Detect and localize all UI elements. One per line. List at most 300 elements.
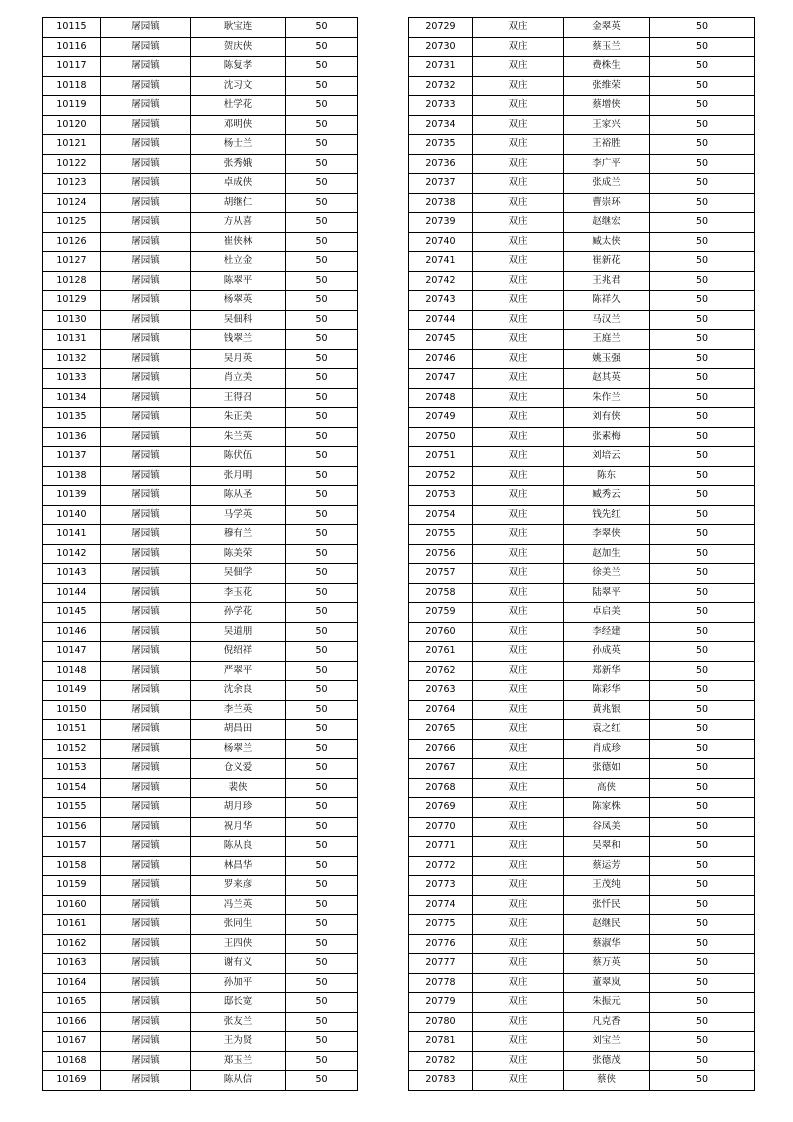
table-row: [409, 681, 755, 701]
name-cell: 蔡万英: [564, 954, 650, 974]
table-row: [409, 856, 755, 876]
amount-cell: 50: [650, 954, 755, 974]
amount-cell: 50: [286, 466, 358, 486]
id-cell: 20736: [409, 154, 473, 174]
id-cell: 10133: [43, 369, 101, 389]
town-cell: 双庄: [473, 720, 564, 740]
right-table-body: [409, 18, 755, 1091]
id-cell: 10128: [43, 271, 101, 291]
amount-cell: 50: [286, 837, 358, 857]
table-row: [409, 876, 755, 896]
id-cell: 20760: [409, 622, 473, 642]
name-cell: 刘宝兰: [564, 1032, 650, 1052]
amount-cell: 50: [650, 271, 755, 291]
town-cell: 屠园镇: [101, 895, 191, 915]
table-row: [43, 603, 358, 623]
left-table-body: [43, 18, 358, 1091]
name-cell: 崔新花: [564, 252, 650, 272]
name-cell: 贺庆侠: [191, 37, 286, 57]
name-cell: 孙成英: [564, 642, 650, 662]
town-cell: 双庄: [473, 895, 564, 915]
id-cell: 10137: [43, 447, 101, 467]
name-cell: 王裕胜: [564, 135, 650, 155]
name-cell: 王得召: [191, 388, 286, 408]
name-cell: 李玉花: [191, 583, 286, 603]
table-row: [43, 96, 358, 116]
table-row: [43, 57, 358, 77]
table-row: [43, 954, 358, 974]
town-cell: 屠园镇: [101, 856, 191, 876]
id-cell: 10152: [43, 739, 101, 759]
town-cell: 双庄: [473, 583, 564, 603]
town-cell: 双庄: [473, 135, 564, 155]
id-cell: 10130: [43, 310, 101, 330]
table-row: [409, 817, 755, 837]
id-cell: 20735: [409, 135, 473, 155]
id-cell: 20737: [409, 174, 473, 194]
name-cell: 郑玉兰: [191, 1051, 286, 1071]
name-cell: 胡月珍: [191, 798, 286, 818]
id-cell: 10117: [43, 57, 101, 77]
table-row: [409, 96, 755, 116]
id-cell: 10132: [43, 349, 101, 369]
table-row: [43, 661, 358, 681]
name-cell: 朱正美: [191, 408, 286, 428]
name-cell: 胡昌田: [191, 720, 286, 740]
town-cell: 屠园镇: [101, 408, 191, 428]
town-cell: 双庄: [473, 1051, 564, 1071]
name-cell: 李广平: [564, 154, 650, 174]
amount-cell: 50: [286, 1012, 358, 1032]
town-cell: 屠园镇: [101, 798, 191, 818]
id-cell: 20749: [409, 408, 473, 428]
amount-cell: 50: [650, 57, 755, 77]
town-cell: 屠园镇: [101, 388, 191, 408]
amount-cell: 50: [286, 330, 358, 350]
town-cell: 屠园镇: [101, 18, 191, 38]
name-cell: 张同生: [191, 915, 286, 935]
town-cell: 双庄: [473, 486, 564, 506]
table-row: [43, 798, 358, 818]
town-cell: 双庄: [473, 525, 564, 545]
table-row: [409, 1071, 755, 1091]
town-cell: 屠园镇: [101, 505, 191, 525]
amount-cell: 50: [286, 739, 358, 759]
name-cell: 黄兆银: [564, 700, 650, 720]
amount-cell: 50: [286, 954, 358, 974]
id-cell: 10157: [43, 837, 101, 857]
id-cell: 20740: [409, 232, 473, 252]
left-table: [42, 17, 358, 1091]
amount-cell: 50: [286, 544, 358, 564]
amount-cell: 50: [650, 232, 755, 252]
id-cell: 10115: [43, 18, 101, 38]
table-row: [409, 505, 755, 525]
amount-cell: 50: [650, 427, 755, 447]
name-cell: 陈彩华: [564, 681, 650, 701]
amount-cell: 50: [650, 369, 755, 389]
name-cell: 费株生: [564, 57, 650, 77]
table-row: [409, 1012, 755, 1032]
table-row: [43, 486, 358, 506]
town-cell: 屠园镇: [101, 466, 191, 486]
id-cell: 10139: [43, 486, 101, 506]
amount-cell: 50: [286, 271, 358, 291]
amount-cell: 50: [286, 193, 358, 213]
amount-cell: 50: [286, 681, 358, 701]
town-cell: 屠园镇: [101, 174, 191, 194]
town-cell: 屠园镇: [101, 37, 191, 57]
town-cell: 双庄: [473, 856, 564, 876]
amount-cell: 50: [286, 856, 358, 876]
town-cell: 双庄: [473, 76, 564, 96]
town-cell: 屠园镇: [101, 154, 191, 174]
name-cell: 陈翠平: [191, 271, 286, 291]
table-row: [43, 1051, 358, 1071]
id-cell: 20765: [409, 720, 473, 740]
amount-cell: 50: [650, 642, 755, 662]
id-cell: 10147: [43, 642, 101, 662]
town-cell: 屠园镇: [101, 583, 191, 603]
table-row: [409, 310, 755, 330]
name-cell: 裴侠: [191, 778, 286, 798]
id-cell: 10165: [43, 993, 101, 1013]
id-cell: 20767: [409, 759, 473, 779]
table-row: [43, 447, 358, 467]
name-cell: 马学英: [191, 505, 286, 525]
amount-cell: 50: [650, 895, 755, 915]
name-cell: 朱作兰: [564, 388, 650, 408]
table-row: [409, 408, 755, 428]
name-cell: 马汉兰: [564, 310, 650, 330]
amount-cell: 50: [650, 876, 755, 896]
town-cell: 屠园镇: [101, 76, 191, 96]
id-cell: 20776: [409, 934, 473, 954]
amount-cell: 50: [286, 115, 358, 135]
id-cell: 20781: [409, 1032, 473, 1052]
town-cell: 双庄: [473, 798, 564, 818]
id-cell: 20762: [409, 661, 473, 681]
name-cell: 杨翠英: [191, 291, 286, 311]
amount-cell: 50: [286, 310, 358, 330]
table-row: [43, 778, 358, 798]
table-row: [43, 213, 358, 233]
town-cell: 屠园镇: [101, 369, 191, 389]
amount-cell: 50: [286, 252, 358, 272]
table-row: [43, 291, 358, 311]
table-row: [409, 18, 755, 38]
table-row: [43, 135, 358, 155]
name-cell: 郑新华: [564, 661, 650, 681]
town-cell: 屠园镇: [101, 1032, 191, 1052]
town-cell: 屠园镇: [101, 115, 191, 135]
id-cell: 20756: [409, 544, 473, 564]
amount-cell: 50: [286, 525, 358, 545]
name-cell: 刘有侠: [564, 408, 650, 428]
name-cell: 冯兰英: [191, 895, 286, 915]
id-cell: 10142: [43, 544, 101, 564]
town-cell: 屠园镇: [101, 135, 191, 155]
table-row: [409, 447, 755, 467]
town-cell: 双庄: [473, 18, 564, 38]
table-row: [409, 622, 755, 642]
id-cell: 10116: [43, 37, 101, 57]
amount-cell: 50: [286, 408, 358, 428]
name-cell: 赵继民: [564, 915, 650, 935]
name-cell: 臧太侠: [564, 232, 650, 252]
table-row: [409, 37, 755, 57]
table-row: [409, 135, 755, 155]
table-row: [409, 525, 755, 545]
id-cell: 10151: [43, 720, 101, 740]
table-row: [43, 232, 358, 252]
table-row: [43, 369, 358, 389]
amount-cell: 50: [650, 622, 755, 642]
amount-cell: 50: [286, 778, 358, 798]
amount-cell: 50: [650, 37, 755, 57]
id-cell: 20769: [409, 798, 473, 818]
town-cell: 双庄: [473, 681, 564, 701]
town-cell: 屠园镇: [101, 271, 191, 291]
name-cell: 朱振元: [564, 993, 650, 1013]
amount-cell: 50: [650, 700, 755, 720]
id-cell: 10143: [43, 564, 101, 584]
amount-cell: 50: [286, 993, 358, 1013]
amount-cell: 50: [286, 759, 358, 779]
amount-cell: 50: [650, 525, 755, 545]
id-cell: 10141: [43, 525, 101, 545]
amount-cell: 50: [650, 739, 755, 759]
town-cell: 双庄: [473, 973, 564, 993]
town-cell: 双庄: [473, 1012, 564, 1032]
table-row: [409, 427, 755, 447]
name-cell: 李经建: [564, 622, 650, 642]
name-cell: 姚玉强: [564, 349, 650, 369]
name-cell: 高侠: [564, 778, 650, 798]
amount-cell: 50: [650, 759, 755, 779]
town-cell: 屠园镇: [101, 661, 191, 681]
name-cell: 杜学花: [191, 96, 286, 116]
id-cell: 20732: [409, 76, 473, 96]
town-cell: 屠园镇: [101, 252, 191, 272]
amount-cell: 50: [650, 505, 755, 525]
amount-cell: 50: [650, 252, 755, 272]
name-cell: 吴佃科: [191, 310, 286, 330]
name-cell: 张维荣: [564, 76, 650, 96]
amount-cell: 50: [650, 310, 755, 330]
table-row: [43, 388, 358, 408]
town-cell: 屠园镇: [101, 310, 191, 330]
name-cell: 陈从良: [191, 837, 286, 857]
id-cell: 10129: [43, 291, 101, 311]
table-row: [409, 76, 755, 96]
amount-cell: 50: [650, 993, 755, 1013]
id-cell: 10156: [43, 817, 101, 837]
name-cell: 王为贤: [191, 1032, 286, 1052]
id-cell: 20745: [409, 330, 473, 350]
table-row: [43, 18, 358, 38]
town-cell: 双庄: [473, 369, 564, 389]
table-row: [409, 895, 755, 915]
table-row: [409, 915, 755, 935]
town-cell: 双庄: [473, 817, 564, 837]
name-cell: 李翠侠: [564, 525, 650, 545]
id-cell: 20738: [409, 193, 473, 213]
amount-cell: 50: [286, 720, 358, 740]
id-cell: 10158: [43, 856, 101, 876]
id-cell: 20748: [409, 388, 473, 408]
id-cell: 20764: [409, 700, 473, 720]
amount-cell: 50: [286, 96, 358, 116]
name-cell: 卓成侠: [191, 174, 286, 194]
town-cell: 屠园镇: [101, 96, 191, 116]
name-cell: 耿宝连: [191, 18, 286, 38]
name-cell: 张成兰: [564, 174, 650, 194]
town-cell: 双庄: [473, 642, 564, 662]
id-cell: 20730: [409, 37, 473, 57]
name-cell: 张月明: [191, 466, 286, 486]
town-cell: 双庄: [473, 57, 564, 77]
name-cell: 吴翠和: [564, 837, 650, 857]
name-cell: 金翠英: [564, 18, 650, 38]
amount-cell: 50: [286, 427, 358, 447]
town-cell: 双庄: [473, 993, 564, 1013]
town-cell: 双庄: [473, 700, 564, 720]
town-cell: 双庄: [473, 447, 564, 467]
id-cell: 20763: [409, 681, 473, 701]
id-cell: 20734: [409, 115, 473, 135]
id-cell: 10168: [43, 1051, 101, 1071]
town-cell: 屠园镇: [101, 876, 191, 896]
town-cell: 双庄: [473, 271, 564, 291]
name-cell: 蔡增侠: [564, 96, 650, 116]
id-cell: 20741: [409, 252, 473, 272]
id-cell: 10154: [43, 778, 101, 798]
town-cell: 双庄: [473, 505, 564, 525]
town-cell: 双庄: [473, 876, 564, 896]
table-row: [43, 76, 358, 96]
name-cell: 邓明侠: [191, 115, 286, 135]
amount-cell: 50: [286, 622, 358, 642]
town-cell: 屠园镇: [101, 1051, 191, 1071]
name-cell: 林昌华: [191, 856, 286, 876]
town-cell: 双庄: [473, 1032, 564, 1052]
id-cell: 20771: [409, 837, 473, 857]
table-row: [409, 720, 755, 740]
id-cell: 10160: [43, 895, 101, 915]
table-row: [43, 37, 358, 57]
id-cell: 10164: [43, 973, 101, 993]
name-cell: 穆有兰: [191, 525, 286, 545]
table-row: [409, 193, 755, 213]
table-row: [409, 330, 755, 350]
id-cell: 10167: [43, 1032, 101, 1052]
id-cell: 10163: [43, 954, 101, 974]
id-cell: 10122: [43, 154, 101, 174]
table-row: [43, 427, 358, 447]
name-cell: 张素梅: [564, 427, 650, 447]
table-row: [43, 895, 358, 915]
amount-cell: 50: [286, 876, 358, 896]
amount-cell: 50: [650, 154, 755, 174]
table-row: [43, 271, 358, 291]
amount-cell: 50: [650, 1051, 755, 1071]
name-cell: 陆翠平: [564, 583, 650, 603]
id-cell: 10127: [43, 252, 101, 272]
name-cell: 蔡运芳: [564, 856, 650, 876]
name-cell: 赵其英: [564, 369, 650, 389]
table-row: [43, 759, 358, 779]
name-cell: 孙加平: [191, 973, 286, 993]
name-cell: 蔡侠: [564, 1071, 650, 1091]
amount-cell: 50: [650, 681, 755, 701]
name-cell: 臧秀云: [564, 486, 650, 506]
table-row: [43, 310, 358, 330]
id-cell: 20775: [409, 915, 473, 935]
table-row: [43, 583, 358, 603]
town-cell: 双庄: [473, 739, 564, 759]
table-row: [43, 193, 358, 213]
name-cell: 严翠平: [191, 661, 286, 681]
id-cell: 20744: [409, 310, 473, 330]
table-row: [43, 1071, 358, 1091]
amount-cell: 50: [650, 447, 755, 467]
amount-cell: 50: [286, 973, 358, 993]
table-row: [43, 681, 358, 701]
name-cell: 祝月华: [191, 817, 286, 837]
town-cell: 双庄: [473, 564, 564, 584]
town-cell: 屠园镇: [101, 934, 191, 954]
name-cell: 钱翠兰: [191, 330, 286, 350]
amount-cell: 50: [650, 661, 755, 681]
amount-cell: 50: [650, 778, 755, 798]
town-cell: 屠园镇: [101, 427, 191, 447]
name-cell: 胡继仁: [191, 193, 286, 213]
town-cell: 屠园镇: [101, 817, 191, 837]
amount-cell: 50: [286, 18, 358, 38]
name-cell: 陈家株: [564, 798, 650, 818]
town-cell: 屠园镇: [101, 603, 191, 623]
table-row: [43, 739, 358, 759]
town-cell: 屠园镇: [101, 193, 191, 213]
name-cell: 蔡淑华: [564, 934, 650, 954]
name-cell: 杨翠兰: [191, 739, 286, 759]
table-row: [409, 115, 755, 135]
id-cell: 10169: [43, 1071, 101, 1091]
town-cell: 屠园镇: [101, 1012, 191, 1032]
table-row: [43, 876, 358, 896]
amount-cell: 50: [650, 544, 755, 564]
id-cell: 10123: [43, 174, 101, 194]
amount-cell: 50: [650, 1032, 755, 1052]
amount-cell: 50: [650, 817, 755, 837]
id-cell: 10146: [43, 622, 101, 642]
town-cell: 双庄: [473, 466, 564, 486]
id-cell: 10153: [43, 759, 101, 779]
table-row: [43, 915, 358, 935]
table-row: [409, 252, 755, 272]
town-cell: 双庄: [473, 408, 564, 428]
id-cell: 20774: [409, 895, 473, 915]
table-row: [409, 349, 755, 369]
amount-cell: 50: [650, 1071, 755, 1091]
id-cell: 20773: [409, 876, 473, 896]
amount-cell: 50: [286, 505, 358, 525]
id-cell: 10134: [43, 388, 101, 408]
amount-cell: 50: [650, 349, 755, 369]
town-cell: 屠园镇: [101, 291, 191, 311]
table-row: [409, 154, 755, 174]
